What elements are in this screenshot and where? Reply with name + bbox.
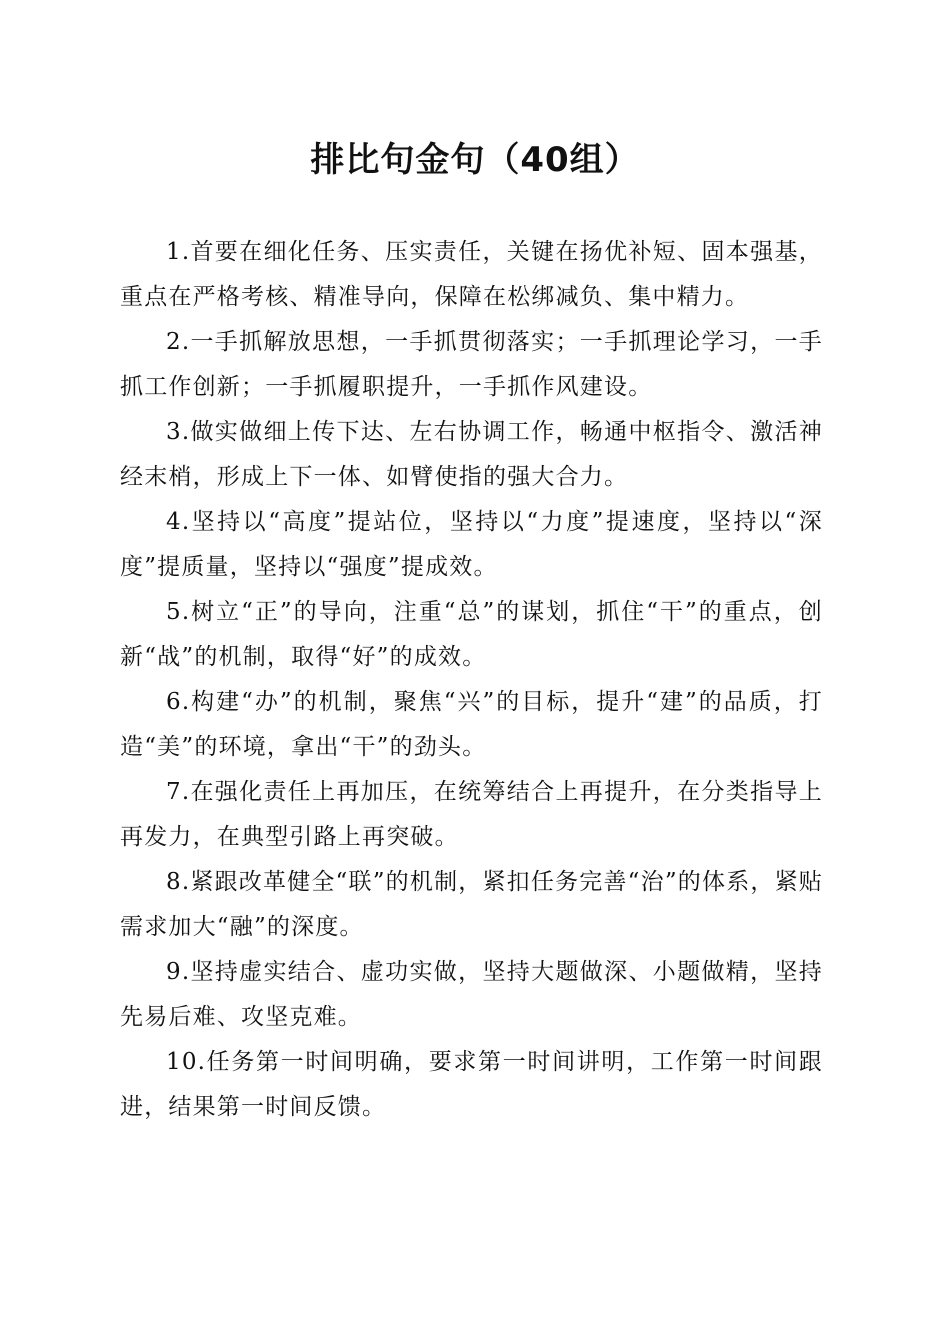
paragraph-item-4: 4.坚持以“高度”提站位，坚持以“力度”提速度，坚持以“深度”提质量，坚持以“强度”提成效。 — [120, 509, 823, 580]
paragraph-item-2: 2.一手抓解放思想，一手抓贯彻落实；一手抓理论学习，一手抓工作创新；一手抓履职提升，一手抓作风建设。 — [120, 329, 823, 400]
paragraph-item-6: 6.构建“办”的机制，聚焦“兴”的目标，提升“建”的品质，打造“美”的环境，拿出“干”的劲头。 — [120, 689, 823, 760]
document-title: 排比句金句（40组） — [310, 140, 640, 180]
paragraph-item-9: 9.坚持虚实结合、虚功实做，坚持大题做深、小题做精，坚持先易后难、攻坚克难。 — [120, 959, 823, 1030]
paragraph-item-8: 8.紧跟改革健全“联”的机制，紧扣任务完善“治”的体系，紧贴需求加大“融”的深度。 — [120, 869, 823, 940]
paragraph-item-7: 7.在强化责任上再加压，在统筹结合上再提升，在分类指导上再发力，在典型引路上再突破。 — [120, 779, 823, 850]
paragraph-item-10: 10.任务第一时间明确，要求第一时间讲明，工作第一时间跟进，结果第一时间反馈。 — [120, 1049, 823, 1120]
paragraph-item-1: 1.首要在细化任务、压实责任，关键在扬优补短、固本强基，重点在严格考核、精准导向，保障在松绑减负、集中精力。 — [120, 239, 823, 310]
document-body — [120, 230, 823, 1130]
paragraph-item-3: 3.做实做细上传下达、左右协调工作，畅通中枢指令、激活神经末梢，形成上下一体、如臂使指的强大合力。 — [120, 419, 823, 490]
paragraph-item-5: 5.树立“正”的导向，注重“总”的谋划，抓住“干”的重点，创新“战”的机制，取得“好”的成效。 — [120, 599, 823, 670]
